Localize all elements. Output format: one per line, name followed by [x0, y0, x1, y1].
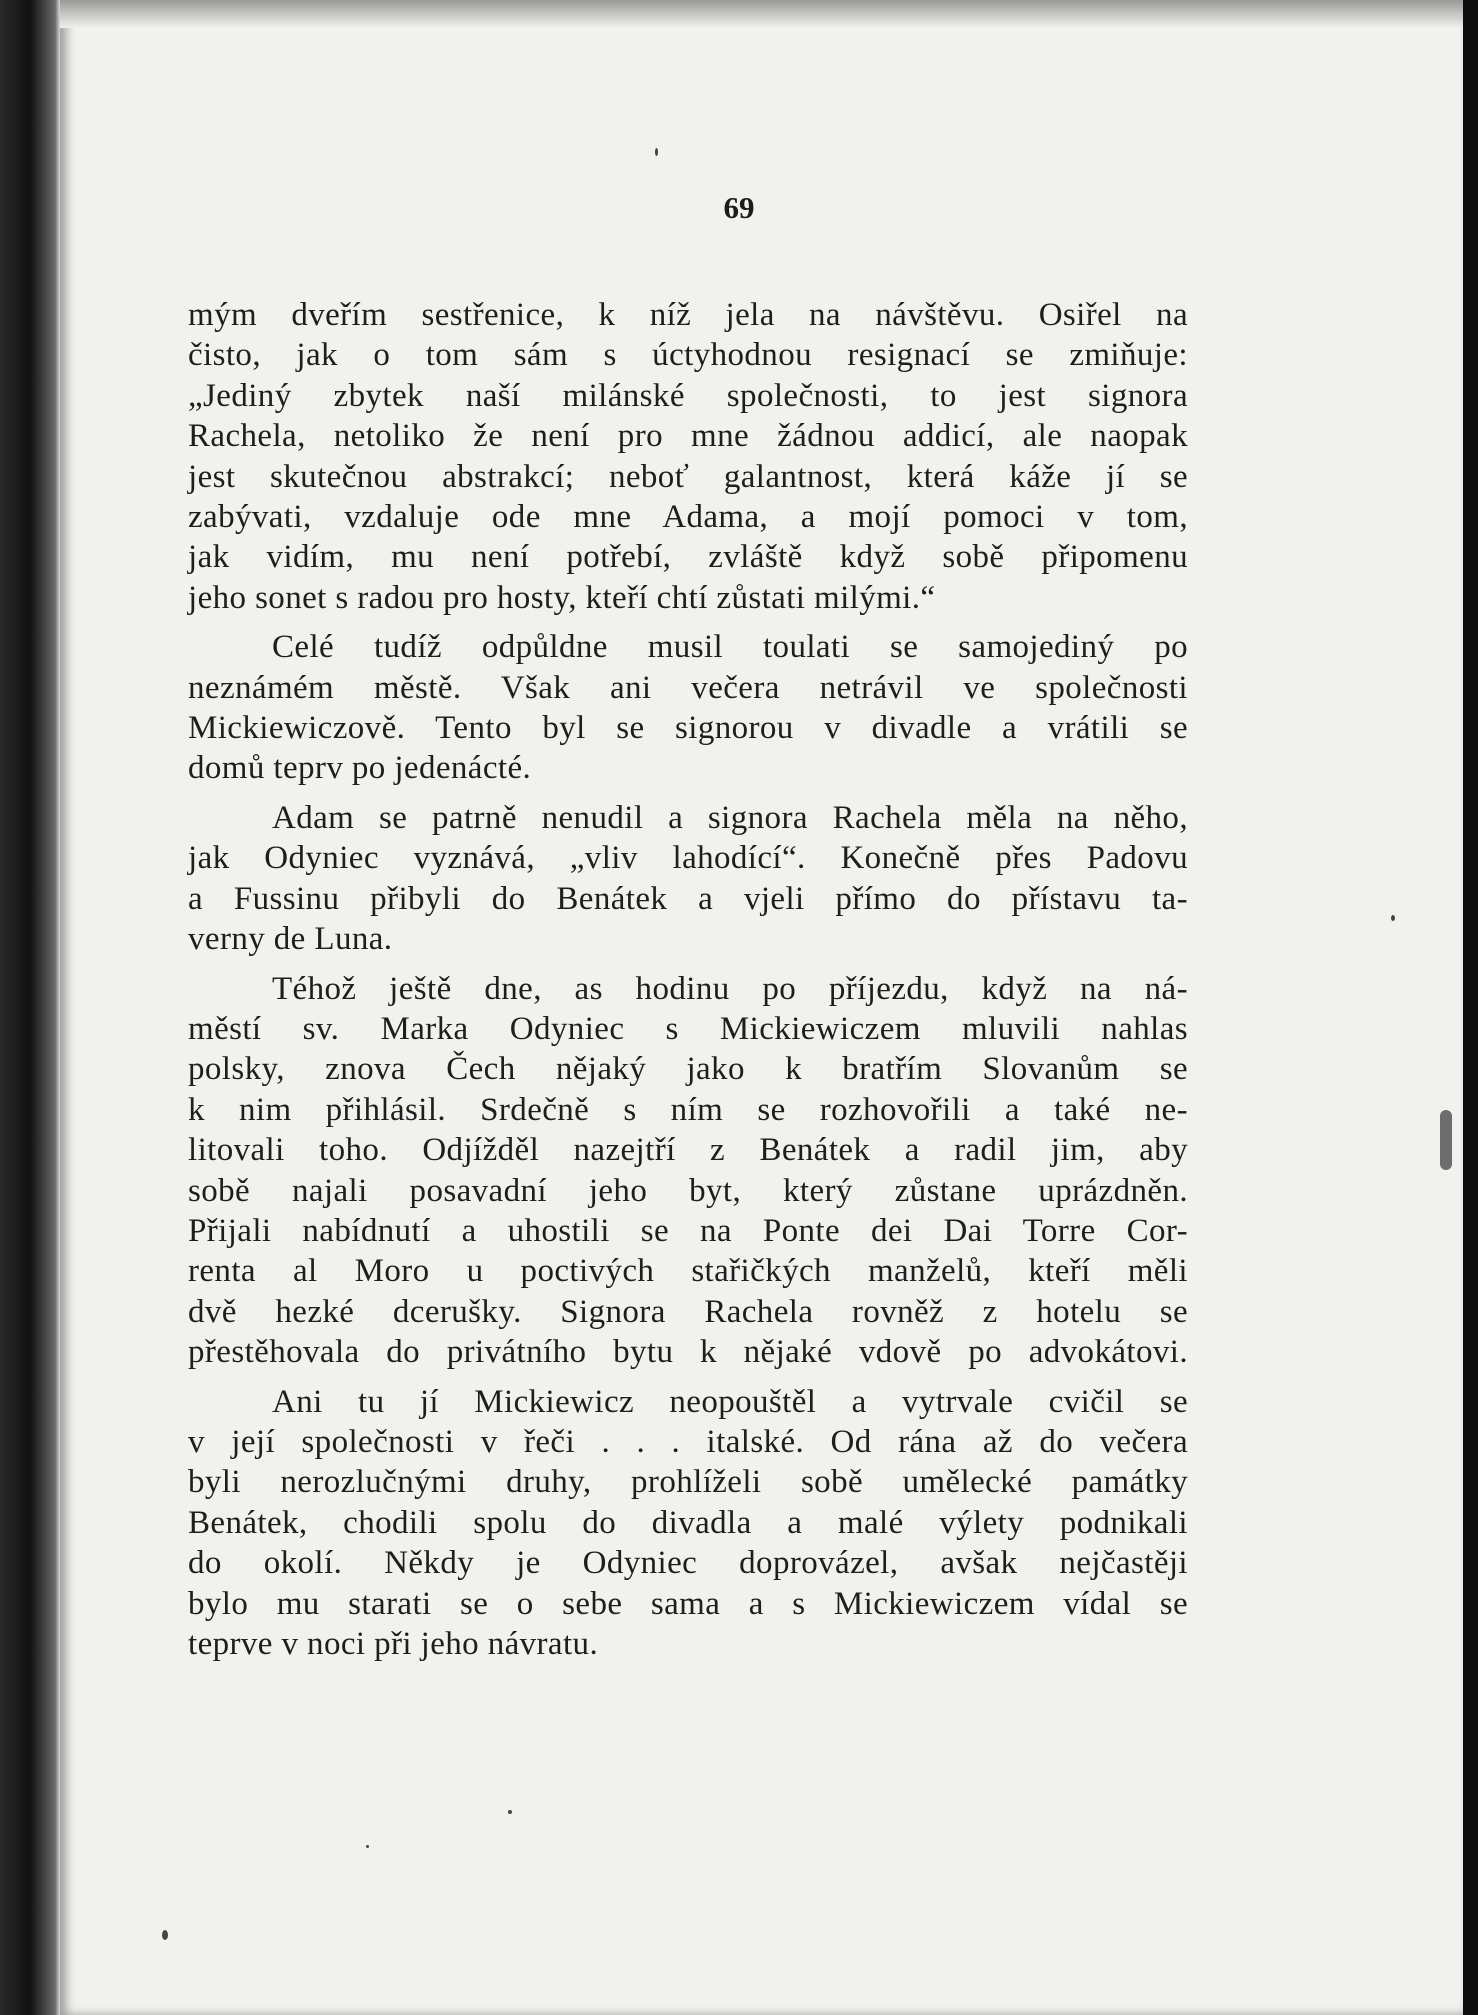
scan-speck [655, 148, 658, 156]
text-line: litovali toho. Odjížděl nazejtří z Benátek a radil jim, aby [188, 1132, 1188, 1169]
text-line: a Fussinu přibyli do Benátek a vjeli přímo do přístavu ta- [188, 880, 1188, 917]
text-line: „Jediný zbytek naší milánské společnosti, to jest signora [188, 377, 1188, 414]
text-line: teprve v noci při jeho návratu. [188, 1626, 599, 1662]
text-line: dvě hezké dcerušky. Signora Rachela rovněž z hotelu se [188, 1293, 1188, 1330]
scan-right-border [1463, 0, 1478, 2015]
text-line: v její společnosti v řeči . . . italské. Od rána až do večera [188, 1423, 1188, 1460]
paragraph [188, 969, 1188, 1373]
text-line: mým dveřím sestřenice, k níž jela na návštěvu. Osiřel na [188, 297, 1188, 333]
paragraph [188, 627, 1188, 789]
text-line: Téhož ještě dne, as hodinu po příjezdu, když na ná- [272, 970, 1188, 1007]
text-line: neznámém městě. Však ani večera netrávil ve společnosti [188, 669, 1188, 706]
text-line: k nim přihlásil. Srdečně s ním se rozhovořili a také ne- [188, 1091, 1188, 1128]
text-line: Celé tudíž odpůldne musil toulati se samojediný po [272, 629, 1188, 666]
scan-speck [366, 1845, 369, 1848]
paragraph [188, 798, 1188, 960]
text-line: polsky, znova Čech nějaký jako k bratřím Slovanům se [188, 1051, 1188, 1088]
scan-speck [1440, 1110, 1452, 1170]
text-line: Přijali nabídnutí a uhostili se na Ponte dei Dai Torre Cor- [188, 1212, 1188, 1249]
text-line: přestěhovala do privátního bytu k nějaké vdově po advokátovi. [188, 1334, 1188, 1371]
text-line: Benátek, chodili spolu do divadla a malé výlety podnikali [188, 1504, 1188, 1541]
text-line: jak Odyniec vyznává, „vliv lahodící“. Konečně přes Padovu [188, 840, 1188, 877]
page-top-shadow [60, 0, 1463, 28]
scan-speck [508, 1810, 512, 1814]
text-line: bylo mu starati se o sebe sama a s Mickiewiczem vídal se [188, 1585, 1188, 1622]
scan-speck [1391, 915, 1395, 921]
text-line: Adam se patrně nenudil a signora Rachela měla na něho, [272, 799, 1188, 836]
paragraph [188, 1382, 1188, 1665]
book-binding-edge [0, 0, 60, 2015]
text-line: jeho sonet s radou pro hosty, kteří chtí zůstati milými.“ [188, 579, 936, 616]
text-line: městí sv. Marka Odyniec s Mickiewiczem mluvili nahlas [188, 1010, 1188, 1047]
text-line: sobě najali posavadní jeho byt, který zůstane uprázdněn. [188, 1172, 1188, 1209]
text-line: Ani tu jí Mickiewicz neopouštěl a vytrvale cvičil se [272, 1383, 1188, 1420]
body-text [188, 295, 1188, 1664]
text-line: verny de Luna. [188, 921, 393, 958]
text-line: zabývati, vzdaluje ode mne Adama, a mojí pomoci v tom, [188, 499, 1188, 536]
text-line: Rachela, netoliko že není pro mne žádnou addicí, ale naopak [188, 418, 1188, 455]
text-line: jak vidím, mu není potřebí, zvláště když sobě připomenu [188, 539, 1188, 576]
text-line: domů teprv po jedenácté. [188, 750, 532, 787]
text-line: byli nerozlučnými druhy, prohlíželi sobě umělecké památky [188, 1464, 1188, 1501]
paragraph [188, 295, 1188, 618]
text-line: čisto, jak o tom sám s úctyhodnou resignací se zmiňuje: [188, 337, 1188, 374]
text-line: renta al Moro u poctivých stařičkých manželů, kteří měli [188, 1253, 1188, 1290]
scan-speck [162, 1930, 168, 1940]
text-line: do okolí. Někdy je Odyniec doprovázel, avšak nejčastěji [188, 1545, 1188, 1582]
text-line: Mickiewiczově. Tento byl se signorou v divadle a vrátili se [188, 710, 1188, 747]
text-line: jest skutečnou abstrakcí; neboť galantnost, která káže jí se [188, 458, 1188, 495]
page-number: 69 [723, 190, 755, 225]
